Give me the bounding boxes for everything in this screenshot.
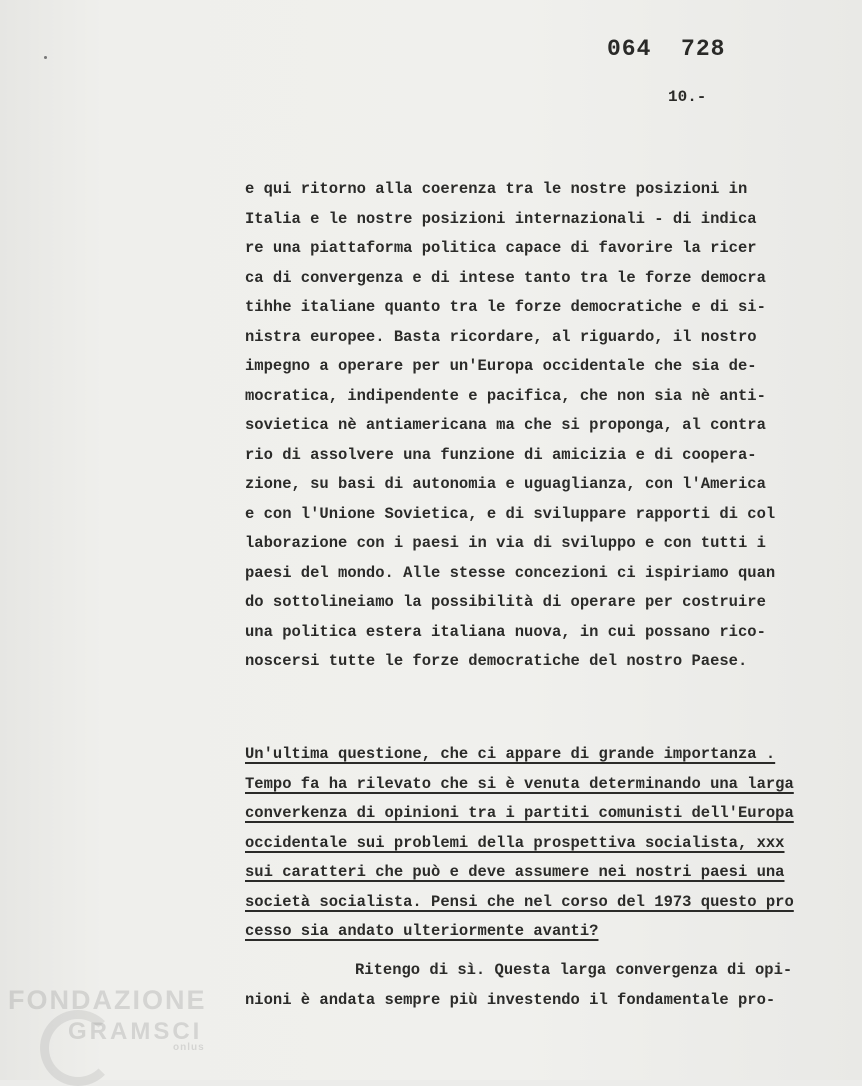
text-line: re una piattaforma politica capace di favorire la ricer bbox=[245, 239, 757, 257]
text-line: sovietica nè antiamericana ma che si proponga, al contra bbox=[245, 416, 766, 434]
answer-line: Ritengo di sì. Questa larga convergenza di opi- bbox=[355, 961, 793, 979]
body-paragraph bbox=[245, 175, 845, 677]
text-line: zione, su basi di autonomia e uguaglianza, con l'America bbox=[245, 475, 766, 493]
question-line: converkenza di opinioni tra i partiti comunisti dell'Europa bbox=[245, 804, 794, 822]
text-line: laborazione con i paesi in via di sviluppo e con tutti i bbox=[245, 534, 766, 552]
watermark-line: FONDAZIONE bbox=[8, 985, 207, 1015]
question-line: società socialista. Pensi che nel corso del 1973 questo pro bbox=[245, 892, 794, 911]
text-line: noscersi tutte le forze democratiche del nostro Paese. bbox=[245, 652, 748, 670]
question-line: occidentale sui problemi della prospettiva socialista, xxx bbox=[245, 833, 785, 852]
speck bbox=[44, 56, 47, 59]
text-line: impegno a operare per un'Europa occidentale che sia de- bbox=[245, 357, 757, 375]
text-line: e qui ritorno alla coerenza tra le nostre posizioni in bbox=[245, 180, 748, 198]
question-line: Un'ultima questione, che ci appare di grande importanza . bbox=[245, 745, 776, 763]
watermark-line: GRAMSCI bbox=[68, 1018, 203, 1045]
page-number: 10.- bbox=[668, 88, 707, 106]
text-line: paesi del mondo. Alle stesse concezioni ci ispiriamo quan bbox=[245, 563, 776, 582]
answer-paragraph bbox=[245, 956, 845, 1015]
text-line: una politica estera italiana nuova, in cui possano rico- bbox=[245, 622, 766, 641]
text-line: tihhe italiane quanto tra le forze democratiche e di si- bbox=[245, 298, 766, 316]
answer-line: nioni è andata sempre più investendo il fondamentale pro- bbox=[245, 990, 776, 1009]
text-line: ca di convergenza e di intese tanto tra le forze democra bbox=[245, 268, 766, 287]
question-line: sui caratteri che può e deve assumere nei nostri paesi una bbox=[245, 863, 785, 881]
question-line: cesso sia andato ulteriormente avanti? bbox=[245, 922, 599, 940]
text-line: mocratica, indipendente e pacifica, che non sia nè anti- bbox=[245, 386, 766, 405]
watermark bbox=[8, 985, 218, 1053]
text-line: do sottolineiamo la possibilità di operare per costruire bbox=[245, 593, 766, 611]
question-line: Tempo fa ha rilevato che si è venuta determinando una larga bbox=[245, 774, 794, 793]
archive-stamp: 064 728 bbox=[607, 36, 726, 62]
text-line: Italia e le nostre posizioni internazionali - di indica bbox=[245, 209, 757, 228]
question-paragraph bbox=[245, 740, 845, 947]
watermark-line: onlus bbox=[173, 1042, 205, 1053]
text-line: e con l'Unione Sovietica, e di sviluppare rapporti di col bbox=[245, 504, 776, 523]
text-line: nistra europee. Basta ricordare, al riguardo, il nostro bbox=[245, 327, 757, 346]
text-line: rio di assolvere una funzione di amicizia e di cooperа- bbox=[245, 445, 757, 464]
